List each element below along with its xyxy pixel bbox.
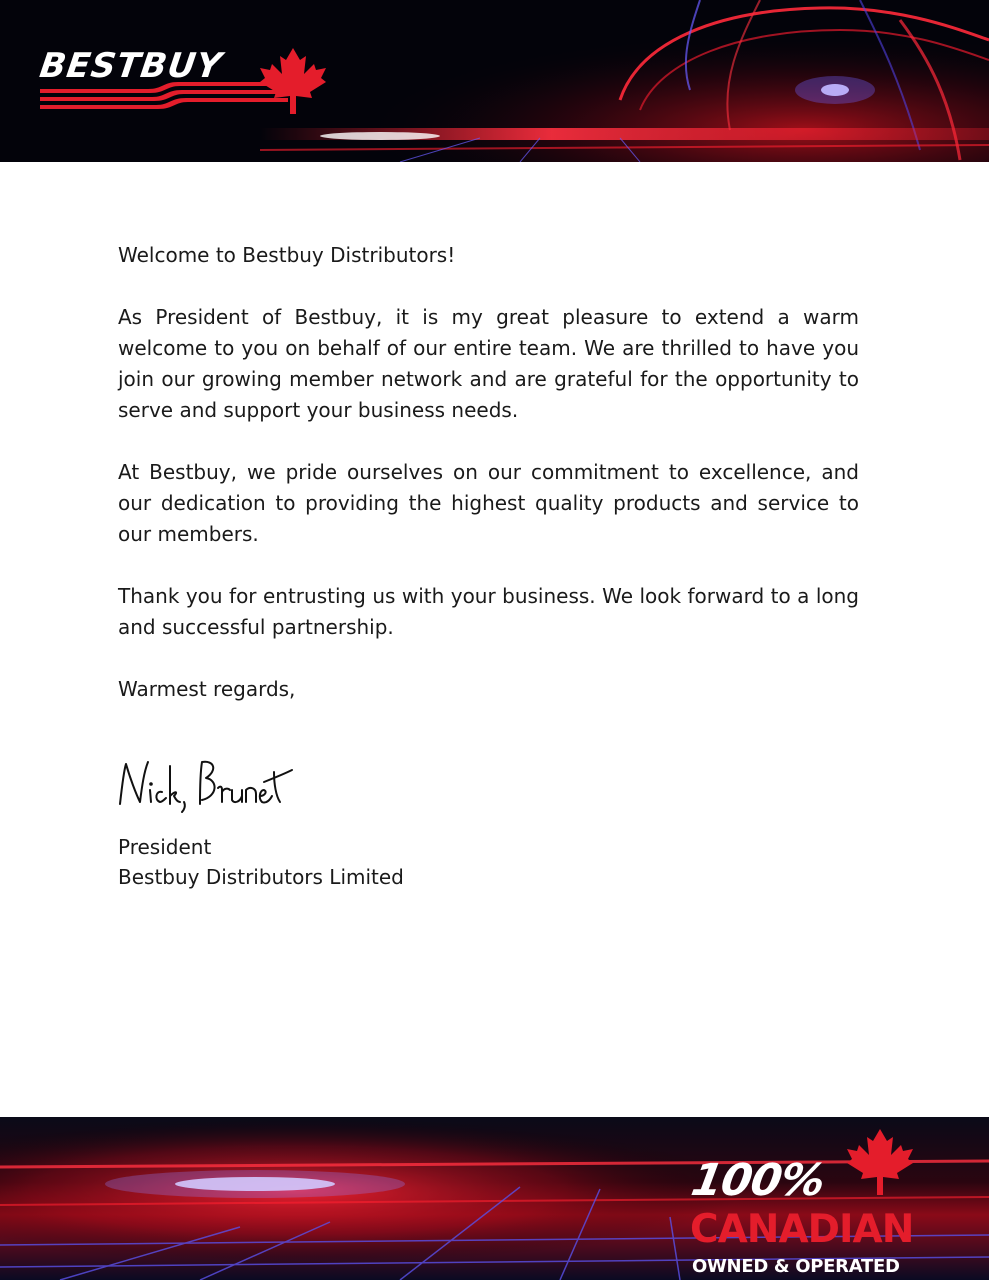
bestbuy-logo xyxy=(38,46,338,121)
signer-company: Bestbuy Distributors Limited xyxy=(118,865,404,889)
letter-paragraph-2: At Bestbuy, we pride ourselves on our commitment to excellence, and our dedication to providing the highest quality products and service to our members. xyxy=(118,460,859,546)
letter-closing: Warmest regards, xyxy=(118,677,296,701)
logo-stripes-maple-leaf xyxy=(38,46,338,121)
badge-percent: 100% xyxy=(687,1155,829,1206)
logo-wordmark: BESTBUY xyxy=(37,46,225,86)
signer-title: President xyxy=(118,835,212,859)
letter-paragraph-1: As President of Bestbuy, it is my great pleasure to extend a warm welcome to you on behalf of our entire team. We are thrilled to have you join our growing member network and are grateful for the opportunity to serve and support your business needs. xyxy=(118,305,859,422)
badge-tagline: OWNED & OPERATED xyxy=(692,1256,900,1277)
canadian-badge xyxy=(687,1135,920,1277)
handwritten-signature xyxy=(114,756,314,816)
signer-block xyxy=(118,832,404,892)
footer-banner xyxy=(0,1117,989,1280)
letter-greeting: Welcome to Bestbuy Distributors! xyxy=(118,243,456,267)
header-banner xyxy=(0,0,989,162)
maple-leaf-icon xyxy=(840,1127,920,1197)
letter-body xyxy=(118,240,859,736)
letter-paragraph-3: Thank you for entrusting us with your business. We look forward to a long and successful partnership. xyxy=(118,584,859,639)
badge-country: CANADIAN xyxy=(690,1207,914,1252)
